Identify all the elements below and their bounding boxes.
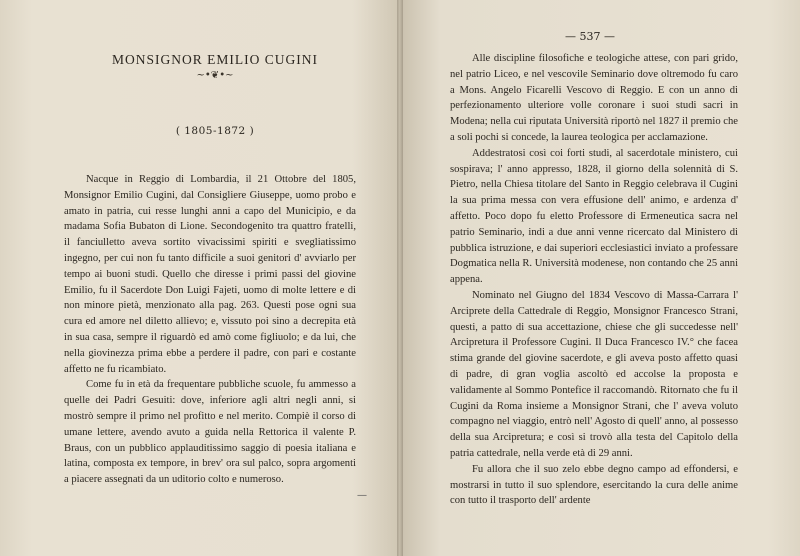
title-ornament: ~•❦•~	[196, 70, 234, 81]
right-page	[400, 0, 800, 556]
footer-mark: —	[357, 490, 367, 501]
right-body-text	[450, 51, 738, 509]
left-paragraph-2: Come fu in età da frequentare pubbliche scuole, fu ammesso a quelle dei Padri Gesuiti: dove, inferiore agli altri negli anni, si mostrò sempre il primo nel profitto e nel merito. Compiè il corso di umane lettere, avendo avuto a guida nella Rettorica il valente P. Braus, con un pubblico applauditissimo saggio di poesia italiana e latina, composta ex tempore, in brev' ora sul palco, sopra argomenti a piacere assegnati da un uditorio colto e numeroso.	[64, 379, 356, 486]
right-paragraph-2: Addestratosi così coi forti studi, al sacerdotale ministero, cui sospirava; l' anno appresso, 1828, il giorno della solennità di S. Pietro, nella Chiesa titolare del Santo in Reggio celebrava il Cugini la sua prima messa con vera effusione dell' animo, e ardenza d' affetto. Poco dopo fu eletto Professore di Ermeneutica sacra nel patrio Seminario, indi a due anni venne ricercato dal Ministero di pubblica istruzione, e dai superiori ecclesiastici inviato a professare Dogmatica nella R. Università modenese, non contando che 25 anni appena.	[450, 147, 739, 286]
page-number: — 537 —	[565, 30, 615, 43]
right-paragraph-3: Nominato nel Giugno del 1834 Vescovo di Massa-Carrara l' Arciprete della Cattedrale di Reggio, Monsignor Francesco Strani, questi, a patto di sua accettazione, chiese che gli succedesse nell' Arcipretura il Professore Cugini. Il Duca Francesco IV.° che facea stima grande del giovine sacerdote, e gli aveva posto affetto quasi di padre, di gran voglia ascoltò ed accolse la proposta e validamente al Sommo Pontefice il raccomandò. Ritornato che fu il Cugini da Roma insieme a Monsignor Strani, che l' aveva voluto compagno nel viaggio, entrò nell' Agosto di quell' anno, al possesso della sua Arcipretura; e così si trovò alla testa del Capitolo della patria cattedrale, nella verde età di 29 anni.	[450, 289, 738, 459]
chapter-title: MONSIGNOR EMILIO CUGINI	[112, 52, 318, 67]
right-paragraph-4: Fu allora che il suo zelo ebbe degno campo ad effondersi, e mostrarsi in tutto il suo splendore, esercitando la cura delle anime con tutto il trasporto dell' ardente	[450, 463, 738, 507]
right-paragraph-1: Alle discipline filosofiche e teologiche attese, con pari grido, nel patrio Liceo, e nel vescovile Seminario dove oltremodo fu caro a Mons. Angelo Ficarelli Vescovo di Reggio. E con un anno di perfezionamento ulteriore volle coronare i suoi studi sacri in Modena; nella cui riputata Università riportò nel 1827 il premio che a soli pochi si concede, la laurea teologica per acclamazione.	[450, 53, 738, 143]
left-body-text	[64, 172, 356, 488]
life-dates: ( 1805-1872 )	[175, 125, 255, 137]
left-paragraph-1: Nacque in Reggio di Lombardia, il 21 Ottobre del 1805, Monsignor Emilio Cugini, dal Consigliere Giuseppe, uomo probo e amato in patria, cui resse lunghi anni a capo del Municipio, e da madama Sofia Bubaton di Lione. Secondogenito tra quattro fratelli, il fanciulletto aveva sortito vivacissimi spiriti e svegliatissimo ingegno, per cui non fu tanto difficile a suoi genitori d' avviarlo per tempo ai buoni studi. Quello che diresse i primi passi del giovine Emilio, fu il Sacerdote Don Luigi Fajeti, uomo di molte lettere e di non minore pietà, menzionato alla pag. 263. Questi pose ogni sua cura ed amore nel diletto allievo; e, vissuto poi sino a decrepita età in sua casa, sempre il riguardò ed amò come figliuolo; e da lui, che nella giovinezza prima ebbe a perdere il padre, con pari e costante affetto ne fu ricambiato.	[64, 174, 356, 375]
book-gutter	[397, 0, 403, 556]
